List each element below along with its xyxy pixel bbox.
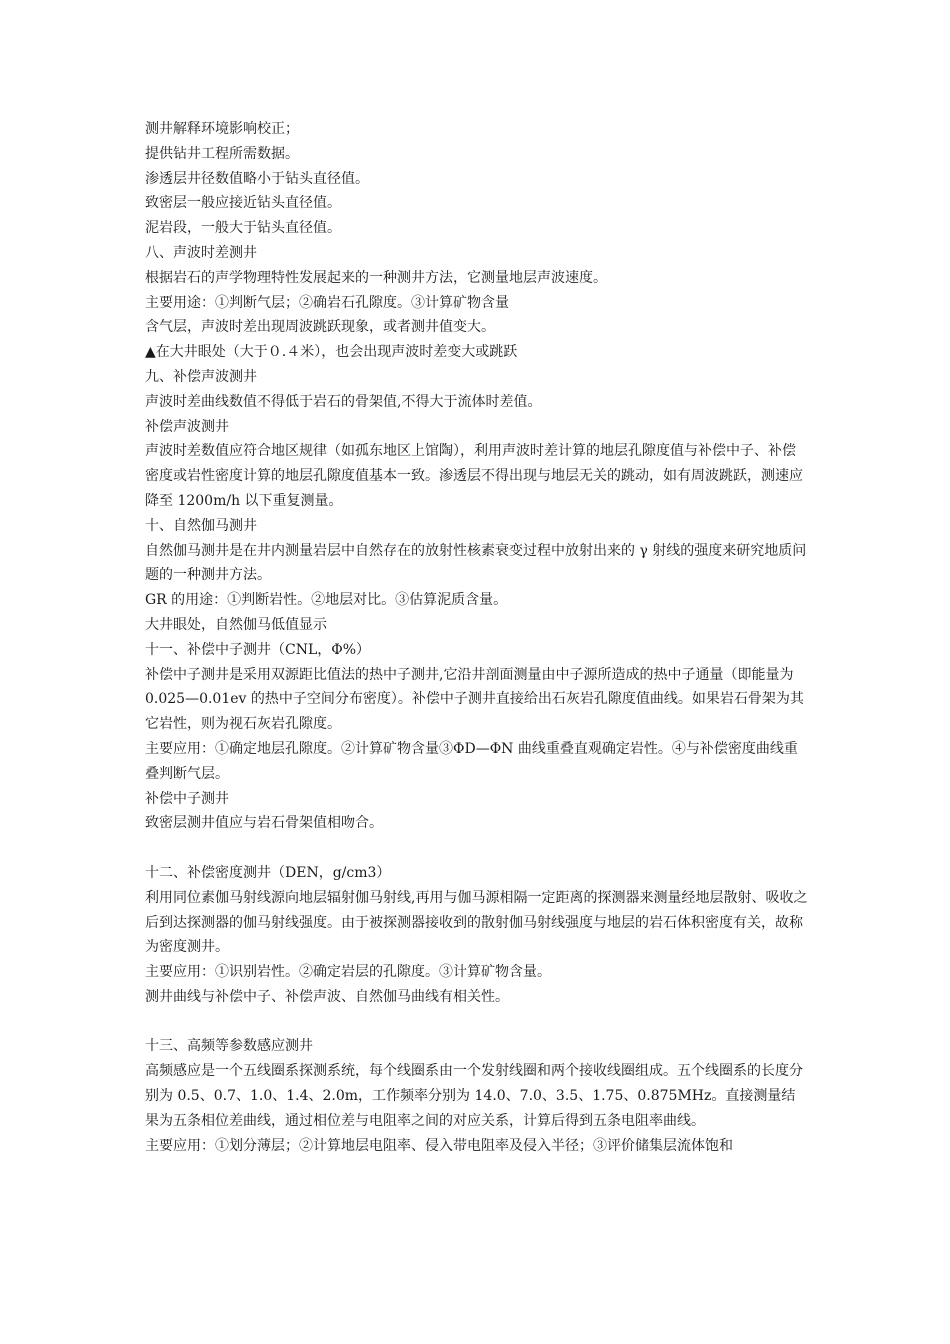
text-line: 主要用途：①判断气层；②确岩石孔隙度。③计算矿物含量: [145, 294, 509, 311]
section-heading: 十、自然伽马测井: [145, 517, 257, 534]
blank-line: [145, 836, 809, 861]
document-body: [145, 117, 809, 1158]
text-line: 测井解释环境影响校正；: [145, 121, 299, 137]
subsection-heading: 补偿中子测井: [145, 790, 229, 807]
text-line: 主要应用：①识别岩性。②确定岩层的孔隙度。③计算矿物含量。: [145, 964, 551, 981]
text-line: 泥岩段，一般大于钻头直径值。: [145, 220, 341, 237]
text-line: 声波时差曲线数值不得低于岩石的骨架值,不得大于流体时差值。: [145, 393, 542, 410]
text-line: 根据岩石的声学物理特性发展起来的一种测井方法，它测量地层声波速度。: [145, 269, 607, 286]
section-heading: 十一、补偿中子测井（CNL，Φ%）: [145, 641, 371, 658]
blank-line: [145, 1010, 809, 1035]
text-line: ▲在大井眼处（大于０.４米），也会出现声波时差变大或跳跃: [145, 344, 518, 361]
text-line: 致密层一般应接近钻头直径值。: [145, 195, 341, 212]
text-line: 致密层测井值应与岩石骨架值相吻合。: [145, 815, 383, 832]
subsection-heading: 补偿声波测井: [145, 418, 229, 435]
section-heading: 八、声波时差测井: [145, 244, 257, 261]
text-line: 主要应用：①划分薄层；②计算地层电阻率、侵入带电阻率及侵入半径；③评价储集层流体饱和: [145, 1137, 733, 1154]
text-line: 测井曲线与补偿中子、补偿声波、自然伽马曲线有相关性。: [145, 988, 509, 1005]
text-paragraph: 主要应用：①确定地层孔隙度。②计算矿物含量③ΦD—ΦN 曲线重叠直观确定岩性。④与补偿密度曲线重叠判断气层。: [145, 740, 798, 782]
section-heading: 十二、补偿密度测井（DEN，g/cm3）: [145, 864, 391, 881]
text-paragraph: 补偿中子测井是采用双源距比值法的热中子测井,它沿井剖面测量由中子源所造成的热中子通量（即能量为 0.025—0.01ev 的热中子空间分布密度）。补偿中子测井直接给出石灰岩孔隙度值曲线。如果岩石骨架为其它岩性，则为视石灰岩孔隙度。: [145, 666, 804, 733]
text-line: 渗透层井径数值略小于钻头直径值。: [145, 170, 369, 187]
text-line: GR 的用途：①判断岩性。②地层对比。③估算泥质含量。: [145, 592, 508, 609]
text-line: 大井眼处，自然伽马低值显示: [145, 616, 327, 633]
text-paragraph: 声波时差数值应符合地区规律（如孤东地区上馆陶），利用声波时差计算的地层孔隙度值与补偿中子、补偿密度或岩性密度计算的地层孔隙度值基本一致。渗透层不得出现与地层无关的跳动，如有周波跳跃，测速应降至 1200m/h 以下重复测量。: [145, 443, 803, 509]
text-line: 提供钻井工程所需数据。: [145, 145, 299, 162]
section-heading: 九、补偿声波测井: [145, 368, 257, 385]
text-paragraph: 利用同位素伽马射线源向地层辐射伽马射线,再用与伽马源相隔一定距离的探测器来测量经地层散射、吸收之后到达探测器的伽马射线强度。由于被探测器接收到的散射伽马射线强度与地层的岩石体积密度有关，故称为密度测井。: [145, 889, 808, 956]
text-paragraph: 自然伽马测井是在井内测量岩层中自然存在的放射性核素衰变过程中放射出来的 γ 射线的强度来研究地质问题的一种测井方法。: [145, 542, 807, 584]
section-heading: 十三、高频等参数感应测井: [145, 1038, 313, 1055]
text-paragraph: 高频感应是一个五线圈系探测系统，每个线圈系由一个发射线圈和两个接收线圈组成。五个线圈系的长度分别为 0.5、0.7、1.0、1.4、2.0m，工作频率分别为 14.0、7.0、3.5、1.75、0.875MHz。直接测量结果为五条相位差曲线，通过相位差与电阻率之间的对应关系，计算后得到五条电阻率曲线。: [145, 1063, 803, 1129]
text-line: 含气层，声波时差出现周波跳跃现象，或者测井值变大。: [145, 319, 495, 336]
